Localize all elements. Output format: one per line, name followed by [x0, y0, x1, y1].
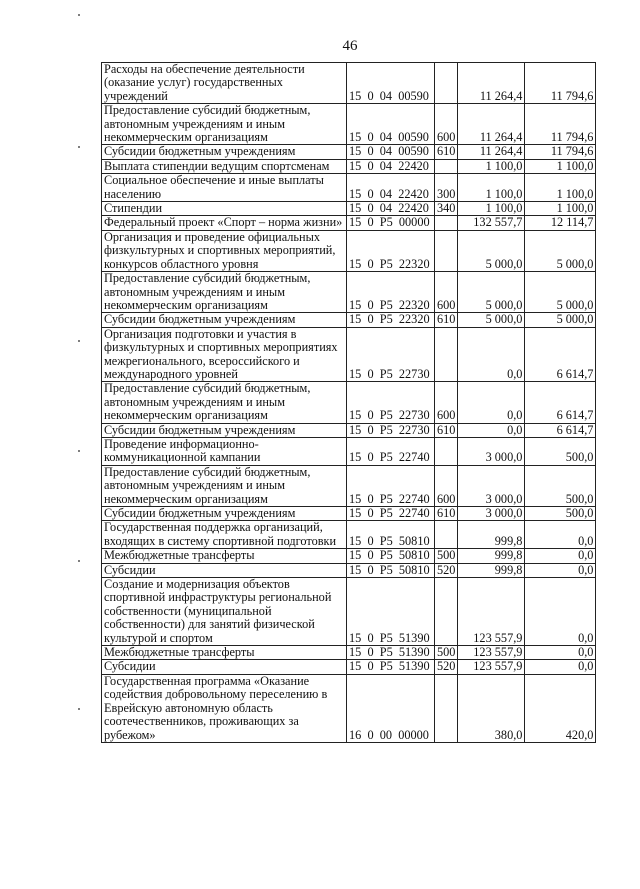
amount-year1-cell: 11 264,4	[458, 145, 525, 159]
target-article-cell: 15 0 P5 22730	[347, 423, 435, 437]
table-row	[102, 521, 596, 549]
expense-type-cell	[435, 674, 458, 742]
amount-year1-cell: 1 100,0	[458, 202, 525, 216]
expense-type-cell: 300	[435, 174, 458, 202]
table-row	[102, 507, 596, 521]
target-article-cell: 15 0 04 22420	[347, 202, 435, 216]
expense-type-cell: 500	[435, 549, 458, 563]
table-row	[102, 104, 596, 145]
amount-year2-cell: 1 100,0	[525, 159, 596, 173]
page-number: 46	[342, 38, 358, 54]
table-row	[102, 216, 596, 230]
table-row	[102, 230, 596, 271]
amount-year1-cell: 123 557,9	[458, 646, 525, 660]
table-row	[102, 437, 596, 465]
amount-year2-cell: 420,0	[525, 674, 596, 742]
amount-year1-cell: 0,0	[458, 382, 525, 423]
budget-table	[101, 62, 596, 743]
expense-type-cell	[435, 437, 458, 465]
amount-year1-cell: 380,0	[458, 674, 525, 742]
target-article-cell: 15 0 04 00590	[347, 104, 435, 145]
target-article-cell: 15 0 P5 50810	[347, 521, 435, 549]
table-row	[102, 423, 596, 437]
expense-name-cell: Федеральный проект «Спорт – норма жизни»	[102, 216, 347, 230]
table-row	[102, 327, 596, 382]
expense-type-cell: 520	[435, 563, 458, 577]
expense-name-cell: Предоставление субсидий бюджетным, автономным учреждениям и иным некоммерческим организациям	[102, 382, 347, 423]
target-article-cell: 15 0 P5 51390	[347, 660, 435, 674]
expense-type-cell	[435, 327, 458, 382]
expense-type-cell	[435, 159, 458, 173]
amount-year1-cell: 5 000,0	[458, 230, 525, 271]
table-row	[102, 202, 596, 216]
amount-year2-cell: 0,0	[525, 578, 596, 646]
amount-year2-cell: 11 794,6	[525, 145, 596, 159]
target-article-cell: 15 0 P5 22730	[347, 382, 435, 423]
scan-speck	[78, 340, 80, 342]
table-row	[102, 549, 596, 563]
expense-type-cell: 340	[435, 202, 458, 216]
scan-speck	[78, 14, 80, 16]
table-row	[102, 63, 596, 104]
expense-name-cell: Субсидии бюджетным учреждениям	[102, 507, 347, 521]
expense-name-cell: Межбюджетные трансферты	[102, 646, 347, 660]
target-article-cell: 15 0 P5 22740	[347, 437, 435, 465]
amount-year1-cell: 1 100,0	[458, 174, 525, 202]
expense-type-cell: 500	[435, 646, 458, 660]
expense-type-cell	[435, 578, 458, 646]
target-article-cell: 15 0 04 00590	[347, 63, 435, 104]
table-row	[102, 313, 596, 327]
target-article-cell: 15 0 P5 22740	[347, 465, 435, 506]
expense-name-cell: Проведение информационно-коммуникационной кампании	[102, 437, 347, 465]
target-article-cell: 15 0 P5 22740	[347, 507, 435, 521]
expense-type-cell: 600	[435, 272, 458, 313]
expense-type-cell: 610	[435, 313, 458, 327]
table-row	[102, 660, 596, 674]
expense-name-cell: Государственная поддержка организаций, входящих в систему спортивной подготовки	[102, 521, 347, 549]
table-row	[102, 674, 596, 742]
table-row	[102, 563, 596, 577]
expense-name-cell: Субсидии бюджетным учреждениям	[102, 145, 347, 159]
amount-year1-cell: 132 557,7	[458, 216, 525, 230]
scan-speck	[78, 708, 80, 710]
amount-year2-cell: 5 000,0	[525, 230, 596, 271]
amount-year2-cell: 5 000,0	[525, 313, 596, 327]
expense-type-cell: 610	[435, 145, 458, 159]
table-row	[102, 145, 596, 159]
target-article-cell: 15 0 P5 50810	[347, 549, 435, 563]
target-article-cell: 15 0 04 00590	[347, 145, 435, 159]
amount-year2-cell: 0,0	[525, 521, 596, 549]
amount-year1-cell: 123 557,9	[458, 660, 525, 674]
expense-name-cell: Расходы на обеспечение деятельности (оказание услуг) государственных учреждений	[102, 63, 347, 104]
expense-name-cell: Субсидии бюджетным учреждениям	[102, 313, 347, 327]
expense-name-cell: Субсидии	[102, 563, 347, 577]
amount-year2-cell: 1 100,0	[525, 174, 596, 202]
target-article-cell: 15 0 P5 22320	[347, 272, 435, 313]
scan-speck	[78, 146, 80, 148]
expense-type-cell: 600	[435, 382, 458, 423]
expense-type-cell	[435, 521, 458, 549]
target-article-cell: 15 0 P5 00000	[347, 216, 435, 230]
amount-year2-cell: 6 614,7	[525, 327, 596, 382]
amount-year1-cell: 123 557,9	[458, 578, 525, 646]
scan-speck	[78, 560, 80, 562]
amount-year2-cell: 1 100,0	[525, 202, 596, 216]
expense-name-cell: Предоставление субсидий бюджетным, автономным учреждениям и иным некоммерческим организациям	[102, 465, 347, 506]
target-article-cell: 15 0 P5 51390	[347, 578, 435, 646]
expense-type-cell: 600	[435, 465, 458, 506]
target-article-cell: 15 0 P5 50810	[347, 563, 435, 577]
amount-year1-cell: 11 264,4	[458, 63, 525, 104]
table-row	[102, 272, 596, 313]
target-article-cell: 15 0 04 22420	[347, 174, 435, 202]
amount-year1-cell: 999,8	[458, 549, 525, 563]
amount-year1-cell: 999,8	[458, 521, 525, 549]
amount-year2-cell: 500,0	[525, 507, 596, 521]
amount-year1-cell: 999,8	[458, 563, 525, 577]
amount-year1-cell: 3 000,0	[458, 465, 525, 506]
expense-name-cell: Межбюджетные трансферты	[102, 549, 347, 563]
expense-type-cell: 610	[435, 423, 458, 437]
amount-year2-cell: 500,0	[525, 465, 596, 506]
expense-name-cell: Организация и проведение официальных физкультурных и спортивных мероприятий, конкурсов областного уровня	[102, 230, 347, 271]
expense-name-cell: Стипендии	[102, 202, 347, 216]
expense-type-cell: 610	[435, 507, 458, 521]
table-row	[102, 578, 596, 646]
expense-type-cell	[435, 216, 458, 230]
amount-year1-cell: 3 000,0	[458, 507, 525, 521]
amount-year2-cell: 0,0	[525, 646, 596, 660]
target-article-cell: 16 0 00 00000	[347, 674, 435, 742]
amount-year2-cell: 11 794,6	[525, 63, 596, 104]
expense-name-cell: Выплата стипендии ведущим спортсменам	[102, 159, 347, 173]
amount-year2-cell: 11 794,6	[525, 104, 596, 145]
expense-name-cell: Предоставление субсидий бюджетным, автономным учреждениям и иным некоммерческим организациям	[102, 272, 347, 313]
expense-name-cell: Предоставление субсидий бюджетным, автономным учреждениям и иным некоммерческим организациям	[102, 104, 347, 145]
amount-year2-cell: 0,0	[525, 549, 596, 563]
expense-name-cell: Социальное обеспечение и иные выплаты населению	[102, 174, 347, 202]
amount-year2-cell: 6 614,7	[525, 382, 596, 423]
target-article-cell: 15 0 P5 22320	[347, 230, 435, 271]
amount-year1-cell: 5 000,0	[458, 272, 525, 313]
amount-year1-cell: 0,0	[458, 423, 525, 437]
target-article-cell: 15 0 P5 22730	[347, 327, 435, 382]
scan-speck	[78, 450, 80, 452]
table-row	[102, 159, 596, 173]
amount-year2-cell: 5 000,0	[525, 272, 596, 313]
amount-year2-cell: 12 114,7	[525, 216, 596, 230]
amount-year2-cell: 0,0	[525, 660, 596, 674]
table-row	[102, 382, 596, 423]
expense-name-cell: Государственная программа «Оказание содействия добровольному переселению в Еврейскую автономную область соотечественников, проживающих за рубежом»	[102, 674, 347, 742]
expense-type-cell	[435, 63, 458, 104]
amount-year1-cell: 1 100,0	[458, 159, 525, 173]
amount-year2-cell: 6 614,7	[525, 423, 596, 437]
amount-year1-cell: 3 000,0	[458, 437, 525, 465]
expense-type-cell: 520	[435, 660, 458, 674]
expense-name-cell: Субсидии	[102, 660, 347, 674]
amount-year1-cell: 11 264,4	[458, 104, 525, 145]
target-article-cell: 15 0 P5 22320	[347, 313, 435, 327]
amount-year1-cell: 5 000,0	[458, 313, 525, 327]
amount-year2-cell: 500,0	[525, 437, 596, 465]
expense-name-cell: Создание и модернизация объектов спортивной инфраструктуры региональной собственности (муниципальной собственности) для занятий физической культурой и спортом	[102, 578, 347, 646]
expense-type-cell	[435, 230, 458, 271]
target-article-cell: 15 0 04 22420	[347, 159, 435, 173]
table-row	[102, 465, 596, 506]
table-row	[102, 646, 596, 660]
amount-year2-cell: 0,0	[525, 563, 596, 577]
amount-year1-cell: 0,0	[458, 327, 525, 382]
target-article-cell: 15 0 P5 51390	[347, 646, 435, 660]
expense-name-cell: Субсидии бюджетным учреждениям	[102, 423, 347, 437]
expense-name-cell: Организация подготовки и участия в физкультурных и спортивных мероприятиях межрегионального, всероссийского и международного уровней	[102, 327, 347, 382]
expense-type-cell: 600	[435, 104, 458, 145]
table-row	[102, 174, 596, 202]
